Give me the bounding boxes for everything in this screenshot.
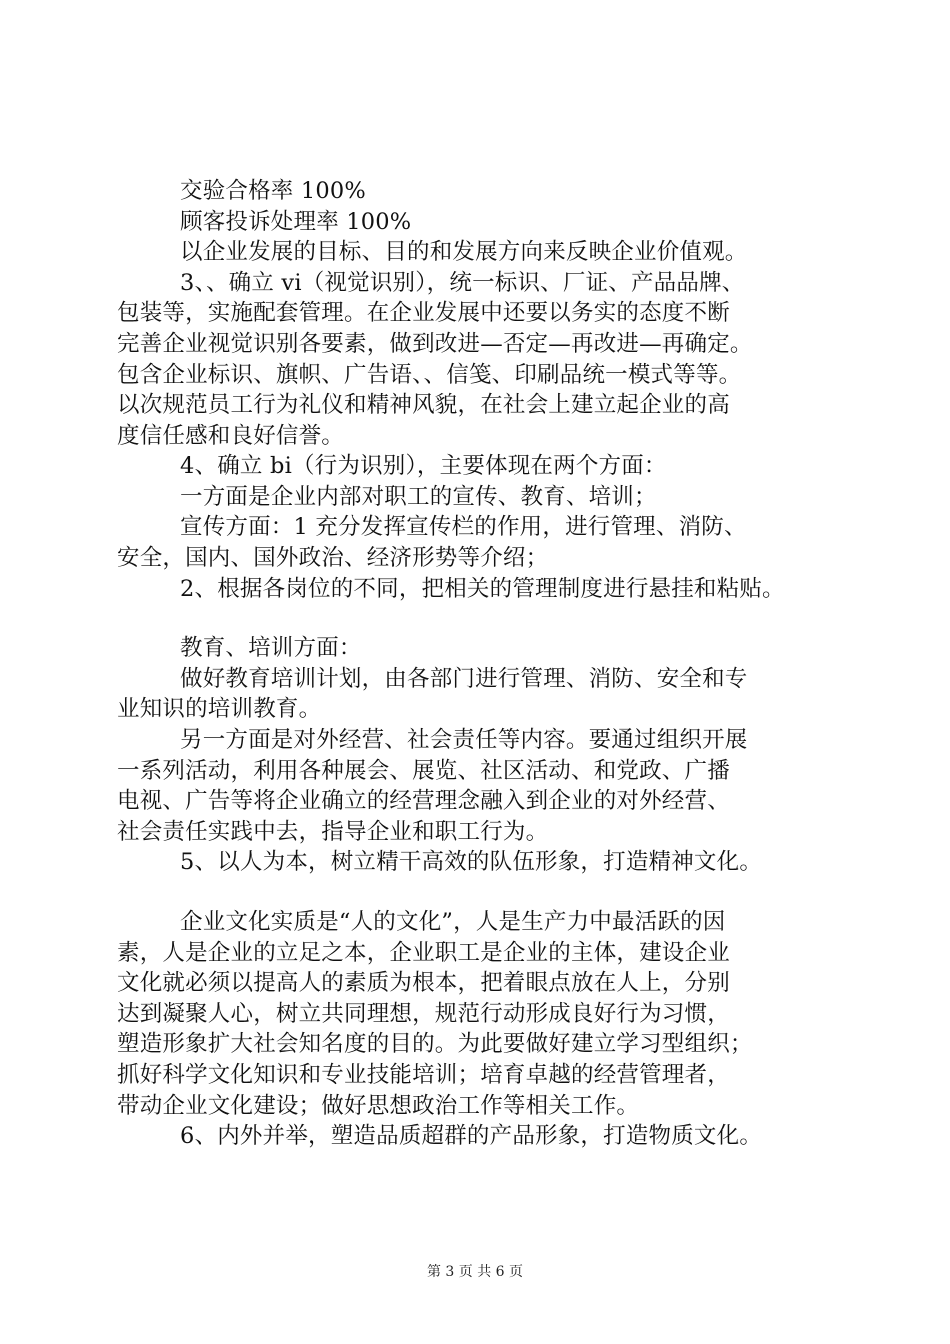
text-line: 一系列活动，利用各种展会、展览、社区活动、和党政、广播: [117, 758, 730, 784]
text-line: 企业文化实质是“人的文化”，人是生产力中最活跃的因: [180, 909, 726, 935]
text-line: 教育、培训方面：: [180, 635, 362, 661]
text-line: 业知识的培训教育。: [117, 696, 322, 722]
text-line: 达到凝聚人心，树立共同理想，规范行动形成良好行为习惯，: [117, 1001, 730, 1027]
text-line: 3、、确立 vi（视觉识别），统一标识、厂证、产品品牌、: [180, 270, 745, 296]
text-line: 安全，国内、国外政治、经济形势等介绍；: [117, 545, 549, 571]
text-line: 交验合格率 100%: [180, 178, 366, 204]
text-line: 完善企业视觉识别各要素，做到改进—否定—再改进—再确定。: [117, 331, 753, 357]
text-line: 5、以人为本，树立精干高效的队伍形象，打造精神文化。: [180, 849, 763, 875]
text-line: 以企业发展的目标、目的和发展方向来反映企业价值观。: [180, 239, 748, 265]
text-line: 做好教育培训计划，由各部门进行管理、消防、安全和专: [180, 666, 748, 692]
text-line: 一方面是企业内部对职工的宣传、教育、培训；: [180, 484, 657, 510]
text-line: 包含企业标识、旗帜、广告语、、信笺、印刷品统一模式等等。: [117, 362, 742, 388]
text-line: 4、确立 bi（行为识别），主要体现在两个方面：: [180, 453, 667, 479]
text-line: 社会责任实践中去，指导企业和职工行为。: [117, 819, 549, 845]
text-line: 素，人是企业的立足之本，企业职工是企业的主体，建设企业: [117, 940, 730, 966]
text-line: 宣传方面：1 充分发挥宣传栏的作用，进行管理、消防、: [180, 514, 747, 540]
text-line: 2、根据各岗位的不同，把相关的管理制度进行悬挂和粘贴。: [180, 576, 785, 602]
text-line: 度信任感和良好信誉。: [117, 423, 345, 449]
text-line: 电视、广告等将企业确立的经营理念融入到企业的对外经营、: [117, 788, 730, 814]
page-footer: 第 3 页 共 6 页: [426, 1264, 524, 1280]
text-line: 抓好科学文化知识和专业技能培训；培育卓越的经营管理者，: [117, 1062, 730, 1088]
text-line: 以次规范员工行为礼仪和精神风貌，在社会上建立起企业的高: [117, 392, 730, 418]
text-line: 塑造形象扩大社会知名度的目的。为此要做好建立学习型组织；: [117, 1031, 753, 1057]
text-line: 带动企业文化建设；做好思想政治工作等相关工作。: [117, 1093, 640, 1119]
text-line: 包装等，实施配套管理。在企业发展中还要以务实的态度不断: [117, 300, 730, 326]
text-line: 另一方面是对外经营、社会责任等内容。要通过组织开展: [180, 727, 748, 753]
text-line: 文化就必须以提高人的素质为根本，把着眼点放在人上，分别: [117, 970, 730, 996]
text-line: 6、内外并举，塑造品质超群的产品形象，打造物质文化。: [180, 1123, 763, 1149]
text-line: 顾客投诉处理率 100%: [180, 209, 412, 235]
